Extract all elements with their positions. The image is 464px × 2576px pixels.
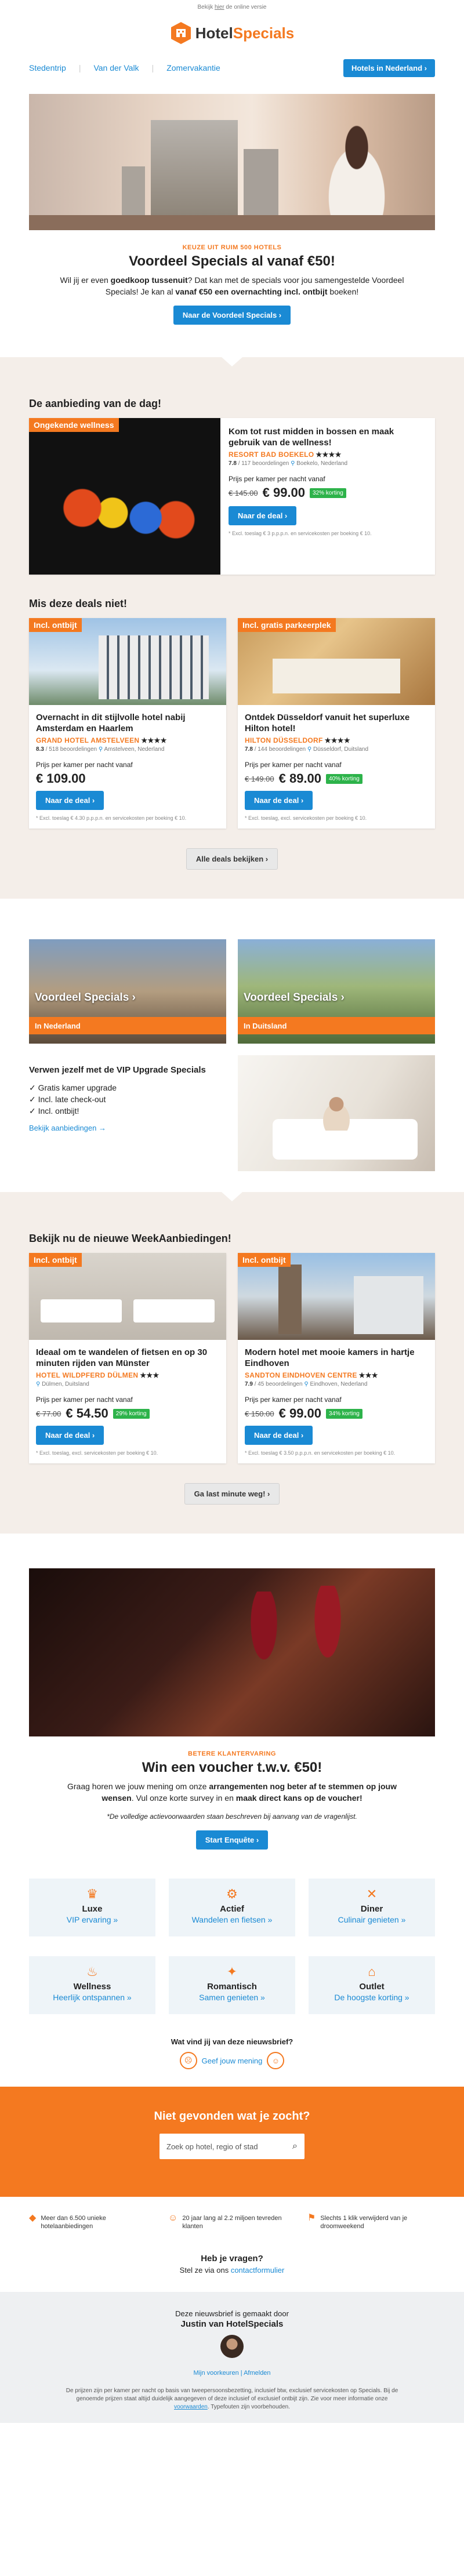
location-pin-icon: ⚲	[98, 746, 103, 753]
footer: Deze nieuwsbrief is gemaakt door Justin van HotelSpecials Mijn voorkeuren | Afmelden De prijzen zijn per kamer per nacht op basis van tweepersoonsbezetting, inclusief btw, exclusief servicekosten op Specials. Bij de genoemde prijzen staat altijd duidelijk aangegeven of deze inclusief of exclusief ontbijt zijn. Zie voor meer informatie onze voorwaarden. Typefouten zijn voorbehouden.	[0, 2292, 464, 2423]
last-minute-button[interactable]: Ga last minute weg! ›	[184, 1483, 280, 1505]
old-price: € 145.00	[229, 488, 258, 497]
thumbs-down-icon[interactable]: ☹	[180, 2052, 197, 2069]
cutlery-icon: ✕	[366, 1887, 378, 1901]
hotel-name: RESORT BAD BOEKELO ★★★★	[229, 450, 342, 459]
deal-card[interactable]: Incl. ontbijt Ideaal om te wandelen of fietsen en op 30 minuten rijden van Münster HOTEL WILDPFERD DÜLMEN ★★★ ⚲ Dülmen, Duitsland Prijs per kamer per nacht vanaf € 77.00 € 54.50 29% korting Naar de deal › * Excl. toeslag, excl. servicekosten per boeking € 10.	[29, 1253, 226, 1463]
start-survey-button[interactable]: Start Enquête ›	[196, 1830, 268, 1850]
vip-title: Verwen jezelf met de VIP Upgrade Specials	[29, 1065, 206, 1075]
deal-card[interactable]: Incl. ontbijt Modern hotel met mooie kamers in hartje Eindhoven SANDTON EINDHOVEN CENTRE ★★★ 7.9 / 45 beoordelingen ⚲ Eindhoven, Nederland Prijs per kamer per nacht vanaf € 150.00 € 99.00 34% korting Naar de deal › * Excl. toeslag € 3.50 p.p.p.n. en servicekosten per boeking € 10.	[238, 1253, 435, 1463]
tile-diner[interactable]: ✕ Diner Culinair genieten »	[309, 1879, 435, 1936]
sparkle-icon: ✦	[226, 1964, 238, 1979]
deal-image[interactable]: Incl. ontbijt	[29, 1253, 226, 1340]
vip-image[interactable]	[238, 1055, 435, 1171]
tile-outlet[interactable]: ⌂ Outlet De hoogste korting »	[309, 1956, 435, 2014]
tile-romantisch[interactable]: ✦ Romantisch Samen genieten »	[169, 1956, 295, 2014]
preferences-unsubscribe-links[interactable]: Mijn voorkeuren | Afmelden	[193, 2370, 271, 2377]
hero-kicker: KEUZE UIT RUIM 500 HOTELS	[182, 244, 282, 251]
outlet-icon: ⌂	[368, 1964, 376, 1979]
week-deals-title: Bekijk nu de nieuwe WeekAanbiedingen!	[29, 1233, 231, 1244]
voordeel-specials-button[interactable]: Naar de Voordeel Specials ›	[173, 306, 291, 325]
spa-icon: ♨	[86, 1964, 98, 1979]
deal-card[interactable]: Incl. ontbijt Overnacht in dit stijlvolle hotel nabij Amsterdam en Haarlem GRAND HOTEL AMSTELVEEN ★★★★ 8.3 / 518 beoordelingen ⚲ Amstelveen, Nederland Prijs per kamer per nacht vanaf € 109.00 Naar de deal › * Excl. toeslag € 4.30 p.p.p.n. en servicekosten per boeking € 10.	[29, 618, 226, 829]
location-pin-icon: ⚲	[307, 746, 312, 753]
usp-item: ⚑ Slechts 1 klik verwijderd van je droomweekend	[307, 2213, 408, 2230]
tile-wellness[interactable]: ♨ Wellness Heerlijk ontspannen »	[29, 1956, 155, 2014]
online-version-link[interactable]: hier	[214, 4, 224, 10]
hero-title: Voordeel Specials al vanaf €50!	[129, 253, 335, 269]
hotelspecials-logo[interactable]: Hotel Specials	[170, 21, 295, 45]
deal-of-day-card[interactable]: Ongekende wellness Kom tot rust midden in bossen en maak gebruik van de wellness! RESORT BAD BOEKELO ★★★★ 7.8 / 117 beoordelingen ⚲ Boekelo, Nederland Prijs per kamer per nacht vanaf € 145.00 € 99.00 32% korting Naar de deal › * Excl. toeslag € 3 p.p.p.n. en servicekosten per boeking € 10.	[29, 418, 435, 575]
nav-item-van-der-valk[interactable]: Van der Valk	[93, 63, 139, 72]
search-section: Niet gevonden wat je zocht? Zoek op hotel, regio of stad ⌕	[0, 2087, 464, 2197]
tile-actief[interactable]: ⚙ Actief Wandelen en fietsen »	[169, 1879, 295, 1936]
hero-image[interactable]	[29, 94, 435, 230]
feedback-title: Wat vind jij van deze nieuwsbrief?	[171, 2037, 293, 2046]
voucher-image[interactable]	[29, 1568, 435, 1736]
nav-item-zomervakantie[interactable]: Zomervakantie	[166, 63, 220, 72]
location-pin-icon: ⚲	[304, 1381, 309, 1387]
vip-link[interactable]: Bekijk aanbiedingen →	[29, 1124, 106, 1132]
usp-item: ◆ Meer dan 6.500 unieke hotelaanbiedingen	[29, 2213, 106, 2230]
thumbs-up-icon[interactable]: ☺	[267, 2052, 284, 2069]
deal-of-day-title: De aanbieding van de dag!	[29, 398, 162, 409]
deal-image[interactable]: Incl. gratis parkeerplek	[238, 618, 435, 705]
discount-badge: 32% korting	[310, 488, 346, 498]
deal-title[interactable]: Kom tot rust midden in bossen en maak gebruik van de wellness!	[229, 427, 394, 448]
deal-image[interactable]: Incl. ontbijt	[238, 1253, 435, 1340]
bicycle-icon: ⚙	[226, 1887, 238, 1901]
deal-of-day-image[interactable]	[29, 418, 220, 575]
deal-image[interactable]: Incl. ontbijt	[29, 618, 226, 705]
top-nav: Stedentrip | Van der Valk | Zomervakantie Hotels in Nederland ›	[29, 53, 435, 82]
usp-item: ☺ 20 jaar lang al 2.2 miljoen tevreden klanten	[168, 2213, 282, 2230]
location-pin-icon: ⚲	[291, 460, 295, 467]
nav-item-stedentrip[interactable]: Stedentrip	[29, 63, 66, 72]
new-price: € 99.00	[262, 485, 306, 500]
flag-icon: ⚑	[307, 2213, 316, 2223]
hero-lead: Wil jij er even goedkoop tussenuit? Dat kan met de specials voor jou samengestelde Voordeel Specials! Je kan al vanaf €50 een overnachting incl. ontbijt boeken!	[60, 275, 404, 296]
avatar	[220, 2335, 244, 2358]
deal-button[interactable]: Naar de deal ›	[245, 1426, 313, 1445]
voucher-title: Win een voucher t.w.v. €50!	[142, 1760, 322, 1775]
logo-hex-icon	[170, 21, 192, 45]
deal-button[interactable]: Naar de deal ›	[36, 1426, 104, 1445]
search-icon[interactable]: ⌕	[292, 2141, 298, 2151]
search-input[interactable]: Zoek op hotel, regio of stad ⌕	[160, 2134, 304, 2159]
hotels-in-nederland-button[interactable]: Hotels in Nederland ›	[343, 59, 435, 77]
tile-luxe[interactable]: ♛ Luxe VIP ervaring »	[29, 1879, 155, 1936]
deal-card[interactable]: Incl. gratis parkeerplek Ontdek Düsseldorf vanuit het superluxe Hilton hotel! HILTON DÜSSELDORF ★★★★ 7.8 / 144 beoordelingen ⚲ Düsseldorf, Duitsland Prijs per kamer per nacht vanaf € 149.00 € 89.00 40% korting Naar de deal › * Excl. toeslag, excl. servicekosten per boeking € 10.	[238, 618, 435, 829]
banner-nederland[interactable]: Voordeel Specials › In Nederland	[29, 939, 226, 1044]
preheader: Bekijk hier de online versie	[197, 4, 267, 10]
all-deals-button[interactable]: Alle deals bekijken ›	[186, 848, 278, 870]
smile-icon: ☺	[168, 2213, 178, 2223]
deal-button[interactable]: Naar de deal ›	[36, 791, 104, 810]
deal-button[interactable]: Naar de deal ›	[245, 791, 313, 810]
diamond-icon: ◆	[29, 2213, 37, 2223]
vip-list: ✓ Gratis kamer upgrade ✓ Incl. late check-out ✓ Incl. ontbijt!	[29, 1083, 117, 1116]
feedback-link[interactable]: Geef jouw mening	[201, 2056, 263, 2065]
crown-icon: ♛	[86, 1887, 98, 1901]
contact-form-link[interactable]: contactformulier	[230, 2266, 285, 2275]
help-title: Heb je vragen?	[201, 2254, 263, 2263]
star-rating: ★★★★	[316, 450, 342, 459]
terms-link[interactable]: voorwaarden	[174, 2404, 208, 2410]
missed-deals-title: Mis deze deals niet!	[29, 598, 128, 609]
deal-tag: Ongekende wellness	[29, 418, 119, 432]
deal-button[interactable]: Naar de deal ›	[229, 506, 296, 525]
banner-duitsland[interactable]: Voordeel Specials › In Duitsland	[238, 939, 435, 1044]
location-pin-icon: ⚲	[36, 1381, 41, 1387]
new-price: € 109.00	[36, 771, 86, 786]
